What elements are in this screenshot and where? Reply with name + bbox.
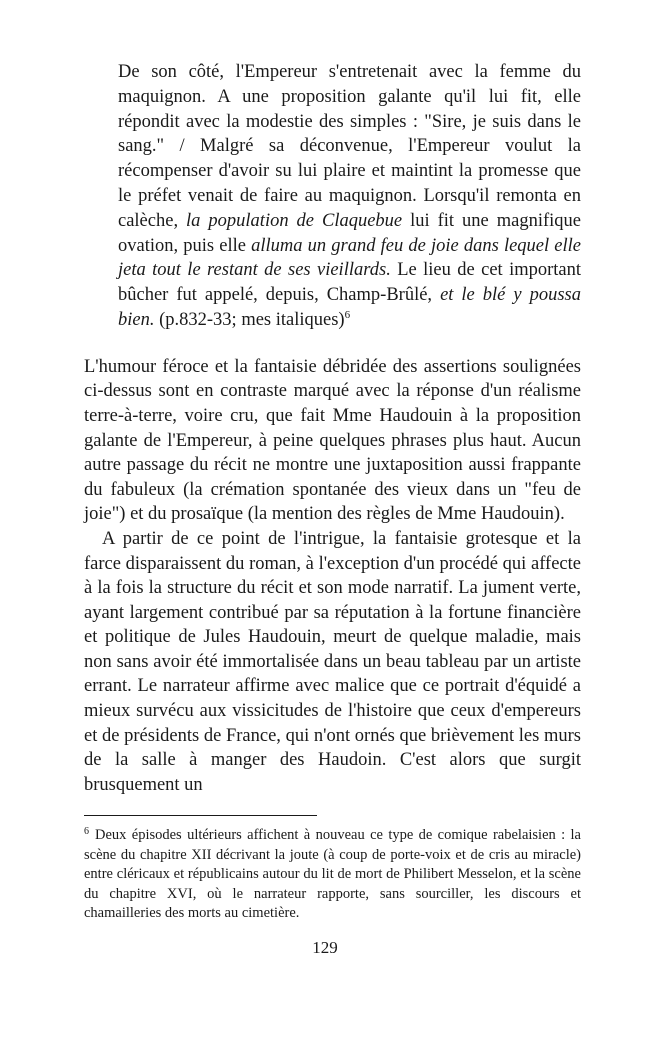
block-quote [118, 60, 581, 333]
footnote [84, 826, 581, 923]
quote-text-3: Le lieu de cet important bûcher fut appelé, depuis, Champ-Brûlé, [118, 260, 581, 306]
quote-italic-3: et le blé y poussa bien. [118, 285, 581, 330]
footnote-divider [84, 815, 317, 816]
body-text [84, 355, 581, 798]
footnote-text: Deux épisodes ultérieurs affichent à nouveau ce type de comique rabelaisien : la scène du chapitre XII décrivant la joute (à coup de porte-voix et de cris au miracle) entre cléricaux et républicains autour du lit de mort de Philibert Messelon, et la scène du chapitre XVI, où le narrateur rapporte, sans sourciller, les discours et chamailleries des morts au cimetière. [84, 827, 581, 922]
footnote-mark: 6 [84, 825, 89, 837]
quote-text-1: De son côté, l'Empereur s'entretenait avec la femme du maquignon. A une proposition galante qu'il lui fit, elle répondit avec la modestie des simples : "Sire, je suis dans le sang." / Malgré sa déconvenue, l'Empereur voulut la récompenser d'avoir su lui plaire et maintint la promesse que le préfet venait de faire au maquignon. Lorsqu'il remonta en calèche, [118, 62, 581, 231]
page-content [84, 60, 581, 923]
quote-italic-1: la population de Claquebue [186, 210, 403, 231]
page-number: 129 [312, 938, 338, 957]
paragraph-2: A partir de ce point de l'intrigue, la fantaisie grotesque et la farce disparaissent du roman, à l'exception d'un procédé qui affecte à la fois la structure du récit et son mode narratif. La jument verte, ayant largement contribué par sa réputation à la fortune financière et politique de Jules Haudouin, meurt de quelque maladie, mais non sans avoir été immortalisée dans un beau tableau par un artiste errant. Le narrateur affirme avec malice que ce portrait d'équidé a mieux survécu aux vissicitudes de l'histoire que ceux d'empereurs et de présidents de France, qui n'ont ornés que brièvement les murs de la salle à manger des Haudoin. C'est alors que surgit brusquement un [84, 528, 581, 795]
footnote-reference[interactable]: 6 [344, 308, 351, 321]
quote-text-2: lui fit une magnifique ovation, puis elle [118, 210, 581, 256]
quote-italic-2: alluma un grand feu de joie dans lequel elle jeta tout le restant de ses vieillards. [118, 235, 581, 281]
quote-text-4: (p.832-33; mes italiques) [154, 309, 345, 330]
paragraph-1: L'humour féroce et la fantaisie débridée des assertions soulignées ci-dessus sont en contraste marqué avec la réponse d'un réalisme terre-à-terre, voire cru, que fait Mme Haudouin à la proposition galante de l'Empereur, à peine quelques phrases plus haut. Aucun autre passage du récit ne montre une juxtaposition aussi frappante du fabuleux (la crémation spontanée des vieux dans un "feu de joie") et du prosaïque (la mention des règles de Mme Haudouin). [84, 356, 581, 525]
